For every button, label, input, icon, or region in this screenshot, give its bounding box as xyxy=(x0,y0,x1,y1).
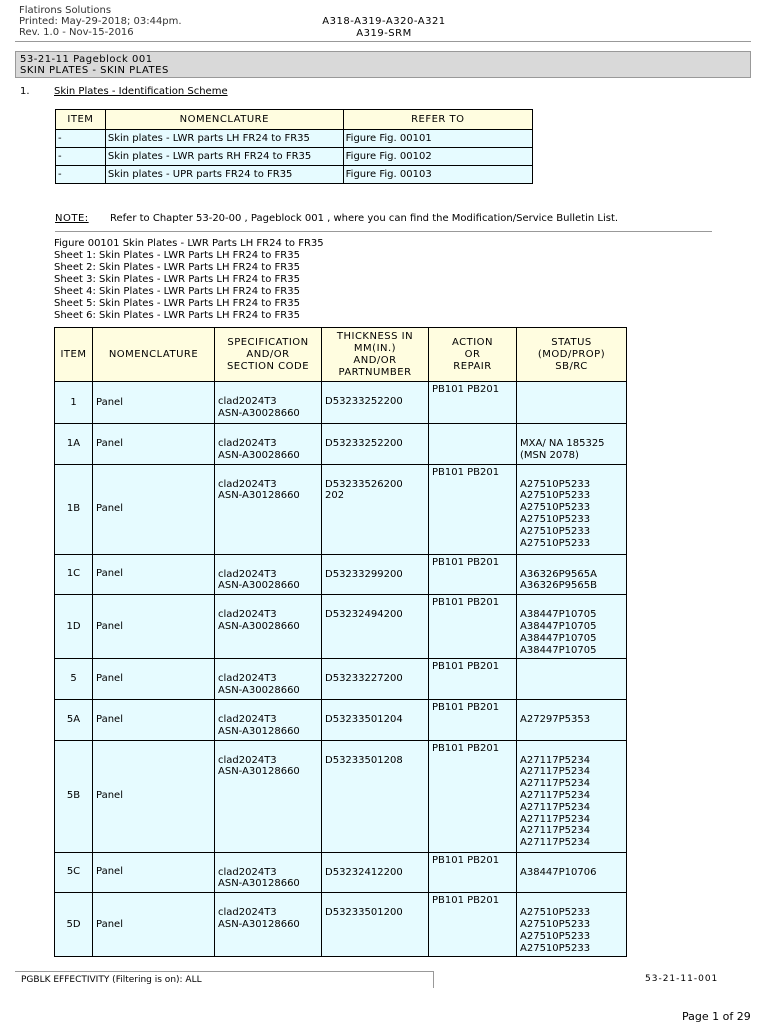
status-line: A27117P5234 xyxy=(520,789,591,801)
header-line: AND/OR xyxy=(353,354,397,366)
status-line: A38447P10705 xyxy=(520,620,597,632)
item-cell: - xyxy=(56,130,106,148)
action-text: PB101 PB201 xyxy=(432,556,500,568)
spec-cell xyxy=(215,659,322,700)
status-line: A27510P5233 xyxy=(520,490,591,502)
status-line: A27510P5233 xyxy=(520,513,591,525)
spec-line: clad2024T3 xyxy=(218,396,277,407)
table-row xyxy=(55,464,627,554)
nomenclature-text: Panel xyxy=(96,568,123,580)
column-header-status xyxy=(517,328,627,382)
spec-cell xyxy=(215,740,322,852)
header-line: AND/OR xyxy=(246,348,290,360)
action-text: PB101 PB201 xyxy=(432,701,500,713)
table-row xyxy=(56,148,533,166)
table-row xyxy=(55,699,627,740)
nomenclature-cell xyxy=(93,852,215,893)
note xyxy=(55,213,619,224)
table-row xyxy=(55,740,627,852)
refer-to-link[interactable]: Figure Fig. 00102 xyxy=(343,148,532,166)
item-cell xyxy=(55,554,93,595)
spec-line: ASN-A30028660 xyxy=(218,580,300,592)
document-header xyxy=(19,5,182,38)
item-number: 1C xyxy=(66,568,81,580)
action-text: PB101 PB201 xyxy=(432,742,500,754)
item-cell xyxy=(55,893,93,957)
status-line: A27297P5353 xyxy=(520,713,591,725)
status-cell xyxy=(517,382,627,424)
status-cell xyxy=(517,699,627,740)
partnumber-line: D53232494200 xyxy=(325,609,403,621)
table-row xyxy=(55,852,627,893)
table-row xyxy=(55,595,627,659)
column-header: REFER TO xyxy=(343,110,532,130)
column-header: NOMENCLATURE xyxy=(105,110,343,130)
nomenclature-cell: Skin plates - LWR parts RH FR24 to FR35 xyxy=(105,148,343,166)
page-reference: 53-21-11-001 xyxy=(645,974,719,984)
item-cell xyxy=(55,852,93,893)
nomenclature-text: Panel xyxy=(96,713,123,725)
spec-line: ASN-A30128660 xyxy=(218,766,300,778)
table-row xyxy=(55,659,627,700)
document-id xyxy=(300,16,468,40)
spec-line: clad2024T3 xyxy=(218,754,277,766)
table-row xyxy=(55,893,627,957)
table-row xyxy=(56,130,533,148)
status-line: A36326P9565A xyxy=(520,568,597,580)
nomenclature-cell xyxy=(93,893,215,957)
item-number: 5 xyxy=(70,673,77,685)
nomenclature-text: Panel xyxy=(96,437,123,449)
status-cell xyxy=(517,595,627,659)
sheet-line: Sheet 6: Skin Plates - LWR Parts LH FR24 to FR35 xyxy=(54,310,300,321)
table-row xyxy=(56,166,533,184)
item-cell xyxy=(55,464,93,554)
header-line: PARTNUMBER xyxy=(338,366,412,378)
nomenclature-cell: Skin plates - UPR parts FR24 to FR35 xyxy=(105,166,343,184)
spec-line: clad2024T3 xyxy=(218,866,277,878)
spec-cell xyxy=(215,464,322,554)
action-cell xyxy=(429,852,517,893)
sheet-line: Sheet 5: Skin Plates - LWR Parts LH FR24 to FR35 xyxy=(54,298,300,309)
partnumber-line: D53233252200 xyxy=(325,438,403,449)
section-number: 1. xyxy=(20,86,30,97)
nomenclature-cell: Skin plates - LWR parts LH FR24 to FR35 xyxy=(105,130,343,148)
status-line: A27117P5234 xyxy=(520,766,591,778)
item-number: 1B xyxy=(66,503,81,515)
nomenclature-cell xyxy=(93,382,215,424)
spec-line: clad2024T3 xyxy=(218,438,277,449)
sheet-line: Sheet 3: Skin Plates - LWR Parts LH FR24 to FR35 xyxy=(54,274,300,285)
spec-line: clad2024T3 xyxy=(218,609,277,621)
spec-cell xyxy=(215,595,322,659)
status-line: A38447P10705 xyxy=(520,644,597,656)
partnumber-cell xyxy=(322,424,429,465)
partnumber-cell xyxy=(322,595,429,659)
column-header-nomenclature: NOMENCLATURE xyxy=(93,328,215,382)
action-cell xyxy=(429,893,517,957)
item-number: 5C xyxy=(66,866,81,878)
nomenclature-cell xyxy=(93,424,215,465)
nomenclature-text: Panel xyxy=(96,620,123,632)
nomenclature-cell xyxy=(93,464,215,554)
spec-line: clad2024T3 xyxy=(218,673,277,685)
status-line: A27510P5233 xyxy=(520,537,591,549)
header-line: MM(IN.) xyxy=(353,342,397,354)
spec-line: ASN-A30128660 xyxy=(218,490,300,502)
header-line: (MOD/PROP) xyxy=(537,348,606,360)
nomenclature-text: Panel xyxy=(96,790,123,802)
spec-line: ASN-A30028660 xyxy=(218,407,300,419)
section-title: Skin Plates - Identification Scheme xyxy=(54,86,228,97)
page-number: Page 1 of 29 xyxy=(682,1010,751,1023)
status-line: A27510P5233 xyxy=(520,907,591,919)
sheet-line: Sheet 2: Skin Plates - LWR Parts LH FR24 to FR35 xyxy=(54,262,300,273)
aircraft-models: A318-A319-A320-A321 xyxy=(322,16,446,27)
status-line: A27510P5233 xyxy=(520,478,591,490)
spec-cell xyxy=(215,893,322,957)
item-cell xyxy=(55,659,93,700)
column-header-action xyxy=(429,328,517,382)
item-number: 1D xyxy=(66,620,81,632)
pageblock-line2: SKIN PLATES - SKIN PLATES xyxy=(20,65,169,76)
figure-info xyxy=(54,238,324,322)
header-line: SPECIFICATION xyxy=(227,336,309,348)
action-cell xyxy=(429,659,517,700)
nomenclature-text: Panel xyxy=(96,918,123,930)
identification-table xyxy=(55,109,533,184)
item-number: 5A xyxy=(66,713,81,725)
item-number: 1A xyxy=(66,437,81,449)
table-row xyxy=(55,424,627,465)
sheet-line: Sheet 1: Skin Plates - LWR Parts LH FR24 to FR35 xyxy=(54,250,300,261)
item-cell: - xyxy=(56,166,106,184)
status-line: A38447P10705 xyxy=(520,609,597,621)
action-text: PB101 PB201 xyxy=(432,597,500,609)
action-text: PB101 PB201 xyxy=(432,384,500,395)
parts-table-body xyxy=(55,382,627,957)
partnumber-line: D53233501200 xyxy=(325,907,403,919)
partnumber-cell xyxy=(322,659,429,700)
partnumber-cell xyxy=(322,464,429,554)
refer-to-link[interactable]: Figure Fig. 00103 xyxy=(343,166,532,184)
revision: Rev. 1.0 - Nov-15-2016 xyxy=(19,27,134,38)
item-number: 1 xyxy=(70,396,77,408)
partnumber-cell xyxy=(322,554,429,595)
status-line: A27117P5234 xyxy=(520,825,591,837)
spec-line: ASN-A30028660 xyxy=(218,449,300,461)
nomenclature-cell xyxy=(93,595,215,659)
status-line: A27510P5233 xyxy=(520,918,591,930)
action-cell xyxy=(429,382,517,424)
figure-title: Figure 00101 Skin Plates - LWR Parts LH FR24 to FR35 xyxy=(54,238,324,249)
header-line: ACTION xyxy=(451,336,494,348)
spec-line: ASN-A30128660 xyxy=(218,918,300,930)
company-name: Flatirons Solutions xyxy=(19,5,112,16)
spec-line: ASN-A30028660 xyxy=(218,685,300,697)
header-line: REPAIR xyxy=(453,360,492,372)
parts-table xyxy=(54,327,627,957)
header-line: SECTION CODE xyxy=(226,360,310,372)
action-cell xyxy=(429,554,517,595)
header-line: OR xyxy=(464,348,481,360)
item-number: 5D xyxy=(66,918,81,930)
item-cell xyxy=(55,382,93,424)
table-header-row xyxy=(56,110,533,130)
status-cell xyxy=(517,740,627,852)
header-line: THICKNESS IN xyxy=(336,330,414,342)
status-cell xyxy=(517,464,627,554)
table-row xyxy=(55,382,627,424)
action-cell xyxy=(429,595,517,659)
status-line: MXA/ NA 185325 xyxy=(520,438,605,449)
action-cell xyxy=(429,464,517,554)
status-cell xyxy=(517,424,627,465)
spec-line: ASN-A30128660 xyxy=(218,725,300,737)
spec-cell xyxy=(215,382,322,424)
status-cell xyxy=(517,659,627,700)
action-text: PB101 PB201 xyxy=(432,466,500,478)
status-cell xyxy=(517,852,627,893)
status-line: A27510P5233 xyxy=(520,930,591,942)
nomenclature-cell xyxy=(93,554,215,595)
header-line: SB/RC xyxy=(555,360,588,372)
spec-line: clad2024T3 xyxy=(218,568,277,580)
partnumber-line: D53233299200 xyxy=(325,568,403,580)
action-cell xyxy=(429,699,517,740)
pageblock-title xyxy=(15,51,751,78)
partnumber-line: D53233227200 xyxy=(325,673,403,685)
action-text: PB101 PB201 xyxy=(432,661,500,673)
column-header: ITEM xyxy=(56,110,106,130)
item-cell: - xyxy=(56,148,106,166)
partnumber-line: D53233501208 xyxy=(325,754,403,766)
partnumber-line: D53232412200 xyxy=(325,866,403,878)
status-line: A27510P5233 xyxy=(520,525,591,537)
partnumber-cell xyxy=(322,893,429,957)
spec-line: clad2024T3 xyxy=(218,478,277,490)
nomenclature-text: Panel xyxy=(96,673,123,685)
partnumber-cell xyxy=(322,740,429,852)
header-line: STATUS xyxy=(551,336,592,348)
column-header-item: ITEM xyxy=(55,328,93,382)
status-cell xyxy=(517,554,627,595)
partnumber-line: D53233526200 xyxy=(325,478,403,490)
table-row xyxy=(55,554,627,595)
status-line: A27117P5234 xyxy=(520,754,591,766)
refer-to-link[interactable]: Figure Fig. 00101 xyxy=(343,130,532,148)
status-line: A36326P9565B xyxy=(520,580,597,592)
item-cell xyxy=(55,699,93,740)
action-text: PB101 PB201 xyxy=(432,854,500,866)
status-line: A27510P5233 xyxy=(520,942,591,954)
item-number: 5B xyxy=(66,790,81,802)
partnumber-line: D53233252200 xyxy=(325,396,403,407)
note-divider xyxy=(55,231,712,232)
nomenclature-cell xyxy=(93,659,215,700)
action-cell xyxy=(429,740,517,852)
status-line: (MSN 2078) xyxy=(520,449,579,461)
status-cell xyxy=(517,893,627,957)
status-line: A27117P5234 xyxy=(520,837,591,849)
partnumber-cell xyxy=(322,852,429,893)
spec-line: ASN-A30128660 xyxy=(218,878,300,890)
spec-line: clad2024T3 xyxy=(218,713,277,725)
spec-cell xyxy=(215,699,322,740)
note-label: NOTE: xyxy=(55,213,89,224)
status-line: A27117P5234 xyxy=(520,813,591,825)
pageblock-line1: 53-21-11 Pageblock 001 xyxy=(20,54,153,65)
column-header-thickness xyxy=(322,328,429,382)
partnumber-line: D53233501204 xyxy=(325,713,403,725)
effectivity-footer: PGBLK EFFECTIVITY (Filtering is on): ALL xyxy=(15,971,434,988)
nomenclature-text: Panel xyxy=(96,396,123,408)
spec-line: clad2024T3 xyxy=(218,907,277,919)
spec-cell xyxy=(215,852,322,893)
table-header-row xyxy=(55,328,627,382)
action-text: PB101 PB201 xyxy=(432,895,500,907)
spec-cell xyxy=(215,554,322,595)
action-cell xyxy=(429,424,517,465)
spec-line: ASN-A30028660 xyxy=(218,620,300,632)
sheet-line: Sheet 4: Skin Plates - LWR Parts LH FR24 to FR35 xyxy=(54,286,300,297)
note-text: Refer to Chapter 53-20-00 , Pageblock 001 , where you can find the Modification/Service Bulletin List. xyxy=(110,213,619,224)
column-header-spec xyxy=(215,328,322,382)
nomenclature-text: Panel xyxy=(96,866,123,878)
status-line: A27510P5233 xyxy=(520,502,591,514)
item-cell xyxy=(55,424,93,465)
status-line: A27117P5234 xyxy=(520,801,591,813)
status-line: A38447P10706 xyxy=(520,866,597,878)
item-cell xyxy=(55,740,93,852)
item-cell xyxy=(55,595,93,659)
header-divider xyxy=(15,41,751,42)
partnumber-cell xyxy=(322,699,429,740)
nomenclature-cell xyxy=(93,699,215,740)
status-line: A38447P10705 xyxy=(520,632,597,644)
nomenclature-cell xyxy=(93,740,215,852)
partnumber-cell xyxy=(322,382,429,424)
manual-name: A319-SRM xyxy=(356,28,412,39)
status-line: A27117P5234 xyxy=(520,778,591,790)
nomenclature-text: Panel xyxy=(96,503,123,515)
printed-date: Printed: May-29-2018; 03:44pm. xyxy=(19,16,182,27)
spec-cell xyxy=(215,424,322,465)
partnumber-line: 202 xyxy=(325,490,345,502)
